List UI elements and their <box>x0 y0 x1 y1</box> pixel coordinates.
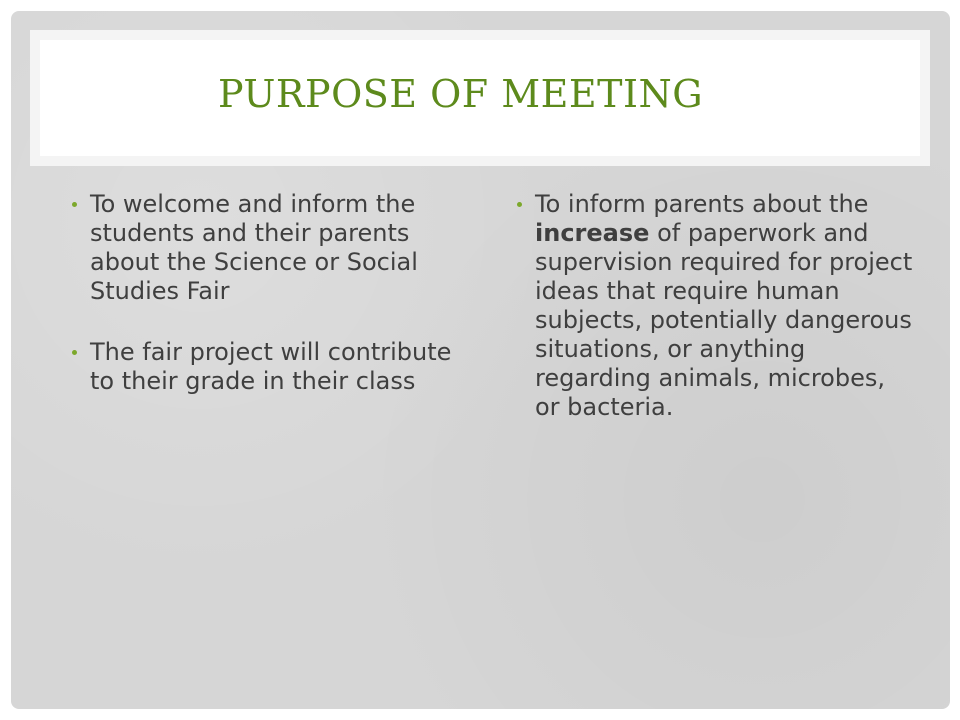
bullet-item-grade <box>72 338 472 396</box>
bullet-dot-icon <box>72 350 77 355</box>
bullet-text: The fair project will contribute to their grade in their class <box>90 338 452 395</box>
bullet-text-after: of paperwork and supervision required for project ideas that require human subjects, potentially dangerous situations, or anything regarding animals, microbes, or bacteria. <box>535 219 913 421</box>
slide-title: PURPOSE OF MEETING <box>218 72 704 116</box>
left-bullet-list <box>72 190 472 428</box>
right-bullet-list <box>517 190 917 454</box>
bullet-item-welcome <box>72 190 472 306</box>
bullet-emphasis: increase <box>535 219 650 247</box>
bullet-dot-icon <box>517 202 522 207</box>
bullet-dot-icon <box>72 202 77 207</box>
bullet-text-before: To inform parents about the <box>535 190 869 218</box>
bullet-text: To welcome and inform the students and their parents about the Science or Social Studies Fair <box>90 190 418 305</box>
bullet-item-inform-parents <box>517 190 917 422</box>
